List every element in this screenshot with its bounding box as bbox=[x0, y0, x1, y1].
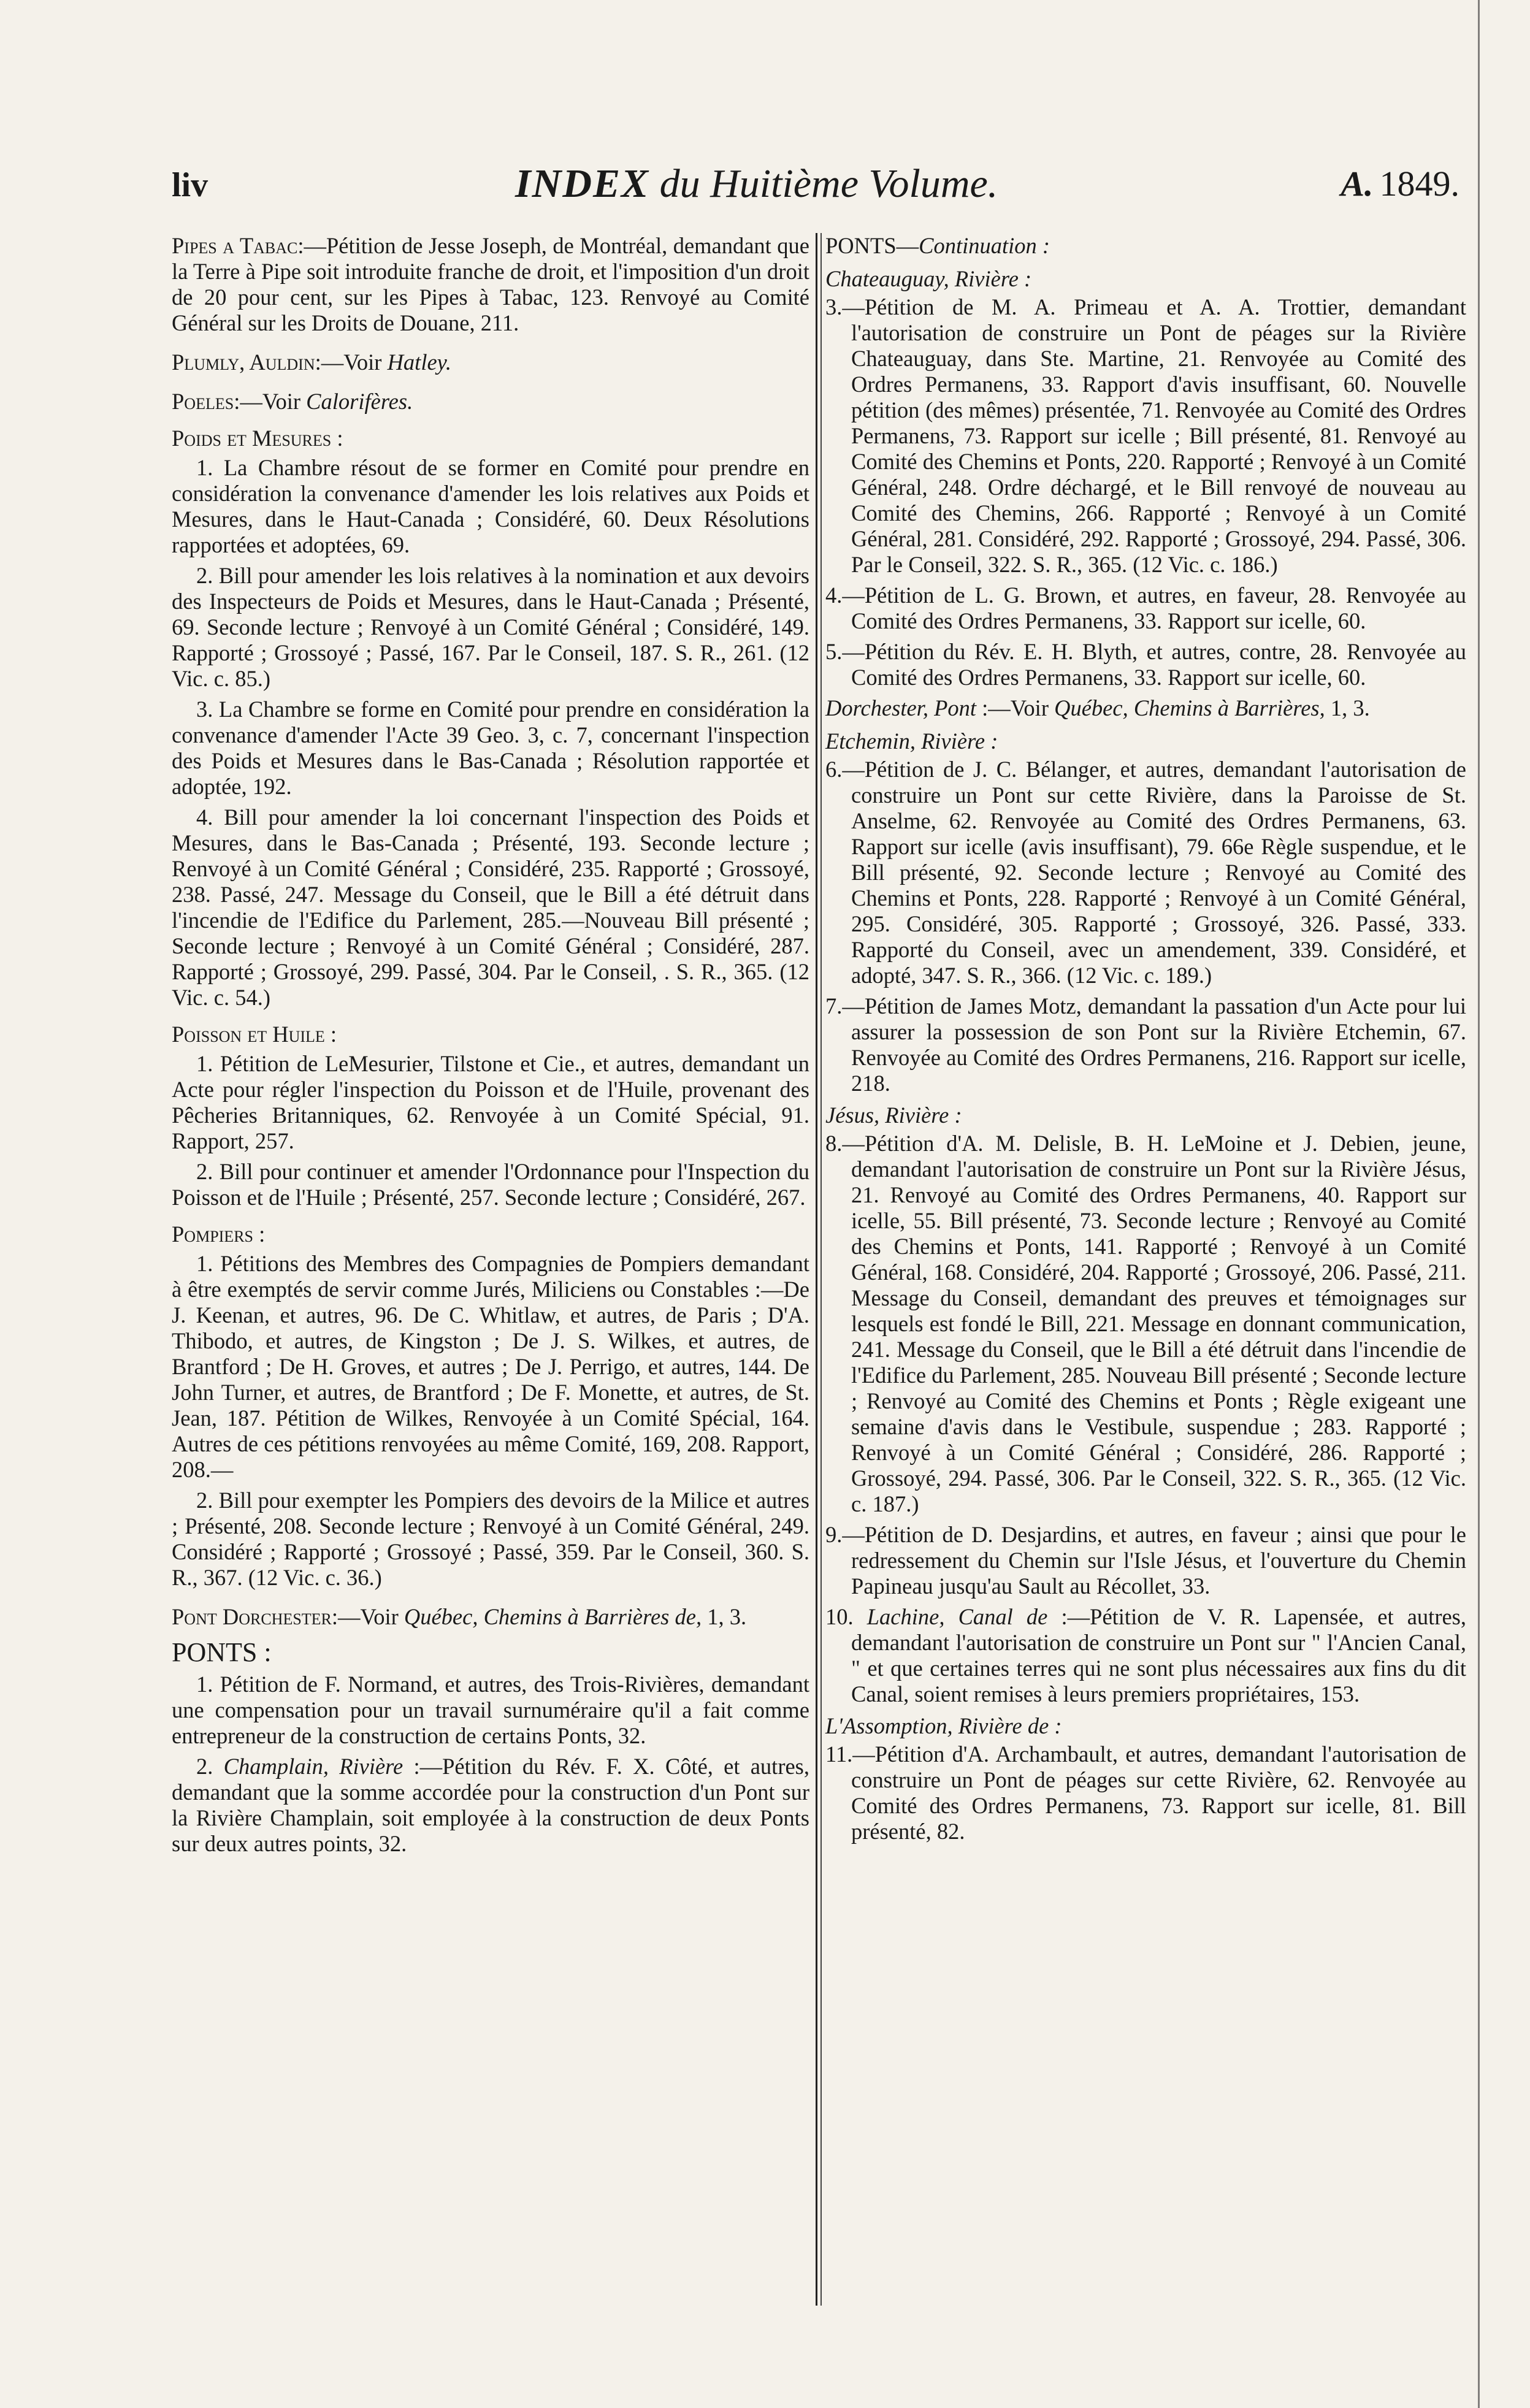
poids-item-1: 1. La Chambre résout de se former en Comité pour prendre en considération la convenance d'amender les lois relatives aux Poids et Mesures, dans le Haut-Canada ; Considéré, 60. Deux Résolutions rapportées et adoptées, 69. bbox=[172, 455, 809, 557]
page-number: liv bbox=[172, 166, 208, 204]
cont-italic: Continuation : bbox=[919, 233, 1050, 258]
entry-poeles bbox=[172, 389, 809, 415]
subsection-etchemin: Etchemin, Rivière : bbox=[825, 728, 998, 754]
section-poids-et-mesures: Poids et Mesures : bbox=[172, 426, 343, 451]
pompiers-item-2: 2. Bill pour exempter les Pompiers des devoirs de la Milice et autres ; Présenté, 208. Seconde lecture ; Renvoyé à un Comité Général, 249. Considéré ; Rapporté ; Grossoyé ; Passé, 359. Par le Conseil, 360. S. R., 367. (12 Vic. c. 36.) bbox=[172, 1488, 809, 1590]
entry-text: :—Voir bbox=[234, 389, 307, 414]
header-a: A. bbox=[1341, 164, 1374, 204]
entry-nums: 1, 3. bbox=[1325, 695, 1370, 720]
subsection-chateauguay: Chateauguay, Rivière : bbox=[825, 266, 1032, 291]
entry-ref: Calorifères. bbox=[306, 389, 413, 414]
entry-ref: Québec, Chemins à Barrières de, bbox=[404, 1604, 702, 1629]
ponts-item-6: 6.—Pétition de J. C. Bélanger, et autres, demandant l'autorisation de construire un Pont sur cette Rivière, dans la Paroisse de St. Anselme, 62. Renvoyée au Comité des Ordres Permanens, 63. Rapport sur icelle (avis insuffisant), 79. 66e Règle suspendue, et le Bill présenté, 92. Seconde lecture ; Renvoyé au Comité des Chemins et Ponts, 228. Rapporté ; Renvoyé à un Comité Général, 295. Considéré, 305. Rapporté ; Grossoyé, 326. Passé, 333. Rapporté du Conseil, avec un amendement, 339. Considéré, et adopté, 347. S. R., 366. (12 Vic. c. 189.) bbox=[825, 757, 1466, 988]
ponts-item-11: 11.—Pétition d'A. Archambault, et autres, demandant l'autorisation de construire un Pont de péages sur cette Rivière, 62. Renvoyée au Comité des Ordres Permanens, 73. Rapport sur icelle, 81. Bill présenté, 82. bbox=[825, 1741, 1466, 1844]
item-text: :—Pétition de V. R. Lapensée, et autres, demandant l'autorisation de construire un Pont sur " l'Ancien Canal, " et que certaines terres qui ne sont plus nécessaires aux fins du dit Canal, soient remises à leurs premiers propriétaires, 153. bbox=[851, 1604, 1466, 1707]
subsection-jesus: Jésus, Rivière : bbox=[825, 1103, 962, 1128]
page-edge-rule bbox=[1478, 0, 1480, 2408]
item-place: Lachine, Canal de bbox=[866, 1604, 1048, 1629]
poisson-item-2: 2. Bill pour continuer et amender l'Ordonnance pour l'Inspection du Poisson et de l'Huile ; Présenté, 257. Seconde lecture ; Considéré, 267. bbox=[172, 1159, 809, 1210]
ponts-item-8: 8.—Pétition d'A. M. Delisle, B. H. LeMoine et J. Debien, jeune, demandant l'autorisation de construire un Pont sur la Rivière Jésus, 21. Renvoyé au Comité des Ordres Permanens, 40. Rapport sur icelle, 55. Bill présenté, 73. Seconde lecture ; Renvoyé au Comité des Chemins et Ponts, 141. Rapporté ; Renvoyé à un Comité Général, 168. Considéré, 204. Rapporté ; Grossoyé, 206. Passé, 211. Message du Conseil, demandant des preuves et témoignages sur lesquels est fondé le Bill, 221. Message en donnant communication, 241. Message du Conseil, que le Bill a été détruit dans l'incendie de l'Edifice du Parlement, 285. Nouveau Bill présenté ; Seconde lecture ; Renvoyé au Comité des Chemins et Ponts ; Règle exigeant une semaine d'avis dans le Vestibule, suspendue ; 283. Rapporté ; Renvoyé à un Comité Général ; Considéré, 286. Rapporté ; Grossoyé, 294. Passé, 306. Par le Conseil, 322. S. R., 365. (12 Vic. c. 187.) bbox=[825, 1131, 1466, 1516]
entry-heading: Pipes a Tabac bbox=[172, 233, 298, 258]
cont-label: PONTS— bbox=[825, 233, 919, 258]
section-pompiers: Pompiers : bbox=[172, 1221, 266, 1247]
entry-ref: Québec, Chemins à Barrières, bbox=[1054, 695, 1325, 720]
section-poisson-et-huile: Poisson et Huile : bbox=[172, 1022, 337, 1047]
entry-heading: Dorchester, Pont bbox=[825, 695, 977, 720]
entry-nums: 1, 3. bbox=[702, 1604, 747, 1629]
ponts-item-10 bbox=[825, 1604, 1466, 1707]
section-ponts: PONTS : bbox=[172, 1637, 272, 1667]
page-header bbox=[172, 161, 1459, 216]
ponts-item-2 bbox=[172, 1754, 809, 1857]
column-divider-inner bbox=[820, 233, 822, 2306]
entry-text: :—Pétition de Jesse Joseph, de Montréal, demandant que la Terre à Pipe soit introduite franche de droit, et l'imposition d'un droit de 20 pour cent, sur les Pipes à Tabac, 123. Renvoyé au Comité Général sur les Droits de Douane, 211. bbox=[172, 233, 809, 335]
ponts-item-1: 1. Pétition de F. Normand, et autres, des Trois-Rivières, demandant une compensation pour un travail surnuméraire qu'il a fait comme entrepreneur de la construction de certains Ponts, 32. bbox=[172, 1672, 809, 1748]
item-lead: 10. bbox=[825, 1604, 867, 1629]
ponts-item-5: 5.—Pétition du Rév. E. H. Blyth, et autres, contre, 28. Renvoyée au Comité des Ordres Permanens, 33. Rapport sur icelle, 60. bbox=[825, 639, 1466, 690]
poids-item-3: 3. La Chambre se forme en Comité pour prendre en considération la convenance d'amender l'Acte 39 Geo. 3, c. 7, concernant l'inspection des Poids et Mesures dans le Bas-Canada ; Résolution rapportée et adoptée, 192. bbox=[172, 697, 809, 799]
left-column bbox=[172, 233, 809, 1862]
header-year bbox=[1341, 163, 1459, 204]
ponts-item-4: 4.—Pétition de L. G. Brown, et autres, en faveur, 28. Renvoyée au Comité des Ordres Permanens, 33. Rapport sur icelle, 60. bbox=[825, 583, 1466, 633]
entry-ref: Hatley. bbox=[387, 350, 451, 375]
pompiers-item-1: 1. Pétitions des Membres des Compagnies de Pompiers demandant à être exemptés de servir comme Jurés, Miliciens ou Constables :—De J. Keenan, et autres, 96. De C. Whitlaw, et autres, de Paris ; D'A. Thibodo, et autres, de Kingston ; De J. S. Wilkes, et autres, de Brantford ; De H. Groves, et autres ; De J. Perrigo, et autres, 144. De John Turner, et autres, de Brantford ; De F. Monette, et autres, de St. Jean, 187. Pétition de Wilkes, Renvoyée à un Comité Spécial, 164. Autres de ces pétitions renvoyées au même Comité, 169, 208. Rapport, 208.— bbox=[172, 1251, 809, 1482]
entry-heading: Plumly, Auldin bbox=[172, 350, 315, 375]
entry-plumly bbox=[172, 350, 809, 375]
column-divider bbox=[816, 233, 817, 2306]
year: 1849. bbox=[1379, 164, 1459, 204]
subsection-lassomption: L'Assomption, Rivière de : bbox=[825, 1713, 1062, 1738]
title-index: INDEX bbox=[515, 161, 650, 206]
poisson-item-1: 1. Pétition de LeMesurier, Tilstone et Cie., et autres, demandant un Acte pour régler l'inspection du Poisson et de l'Huile, provenant des Pêcheries Britanniques, 62. Renvoyée à un Comité Spécial, 91. Rapport, 257. bbox=[172, 1051, 809, 1153]
ponts-item-7: 7.—Pétition de James Motz, demandant la passation d'un Acte pour lui assurer la possession de son Pont sur la Rivière Etchemin, 67. Renvoyée au Comité des Ordres Permanens, 216. Rapport sur icelle, 218. bbox=[825, 993, 1466, 1096]
entry-text: :—Voir bbox=[331, 1604, 404, 1629]
item-text: :—Pétition du Rév. F. X. Côté, et autres, demandant que la somme accordée pour la construction d'un Pont sur la Rivière Champlain, soit employée à la construction de deux Ponts sur deux autres points, 32. bbox=[172, 1754, 810, 1856]
poids-item-4: 4. Bill pour amender la loi concernant l'inspection des Poids et Mesures, dans le Bas-Canada ; Présenté, 193. Seconde lecture ; Renvoyé à un Comité Général ; Considéré, 235. Rapporté ; Grossoyé, 238. Passé, 247. Message du Conseil, que le Bill a été détruit dans l'incendie de l'Edifice du Parlement, 285.—Nouveau Bill présenté ; Seconde lecture ; Renvoyé à un Comité Général ; Considéré, 287. Rapporté ; Grossoyé, 299. Passé, 304. Par le Conseil, . S. R., 365. (12 Vic. c. 54.) bbox=[172, 805, 809, 1010]
ponts-item-9: 9.—Pétition de D. Desjardins, et autres, en faveur ; ainsi que pour le redressement du Chemin sur l'Isle Jésus, et l'ouverture du Chemin Papineau jusqu'au Sault au Récollet, 33. bbox=[825, 1522, 1466, 1599]
page-title bbox=[515, 161, 998, 207]
title-rest: du Huitième Volume. bbox=[659, 161, 998, 206]
ponts-item-3: 3.—Pétition de M. A. Primeau et A. A. Trottier, demandant l'autorisation de construire un Pont de péages sur la Rivière Chateauguay, dans Ste. Martine, 21. Renvoyée au Comité des Ordres Permanens, 33. Rapport d'avis insuffisant, 60. Nouvelle pétition (des mêmes) présentée, 71. Renvoyée au Comité des Ordres Permanens, 73. Rapport sur icelle ; Bill présenté, 81. Renvoyé au Comité des Chemins et Ponts, 220. Rapporté ; Renvoyé à un Comité Général, 248. Ordre déchargé, et le Bill renvoyé de nouveau au Comité des Chemins, 266. Rapporté ; Renvoyé à un Comité Général, 281. Considéré, 292. Rapporté ; Grossoyé, 294. Passé, 306. Par le Conseil, 322. S. R., 365. (12 Vic. c. 186.) bbox=[825, 294, 1466, 577]
entry-dorchester-pont bbox=[825, 695, 1466, 721]
poids-item-2: 2. Bill pour amender les lois relatives à la nomination et aux devoirs des Inspecteurs de Poids et Mesures, dans le Haut-Canada ; Présenté, 69. Seconde lecture ; Renvoyé à un Comité Général ; Considéré, 149. Rapporté ; Grossoyé ; Passé, 167. Par le Conseil, 187. S. R., 261. (12 Vic. c. 85.) bbox=[172, 563, 809, 691]
entry-heading: Pont Dorchester bbox=[172, 1604, 332, 1629]
entry-pipes-a-tabac bbox=[172, 233, 809, 336]
entry-text: :—Voir bbox=[315, 350, 388, 375]
entry-text: :—Voir bbox=[976, 695, 1055, 720]
right-column bbox=[825, 233, 1466, 1849]
ponts-continuation-heading bbox=[825, 233, 1466, 259]
entry-heading: Poeles bbox=[172, 389, 234, 414]
item-place: Champlain, Rivière bbox=[223, 1754, 404, 1779]
item-lead: 2. bbox=[196, 1754, 224, 1779]
entry-pont-dorchester bbox=[172, 1604, 809, 1630]
